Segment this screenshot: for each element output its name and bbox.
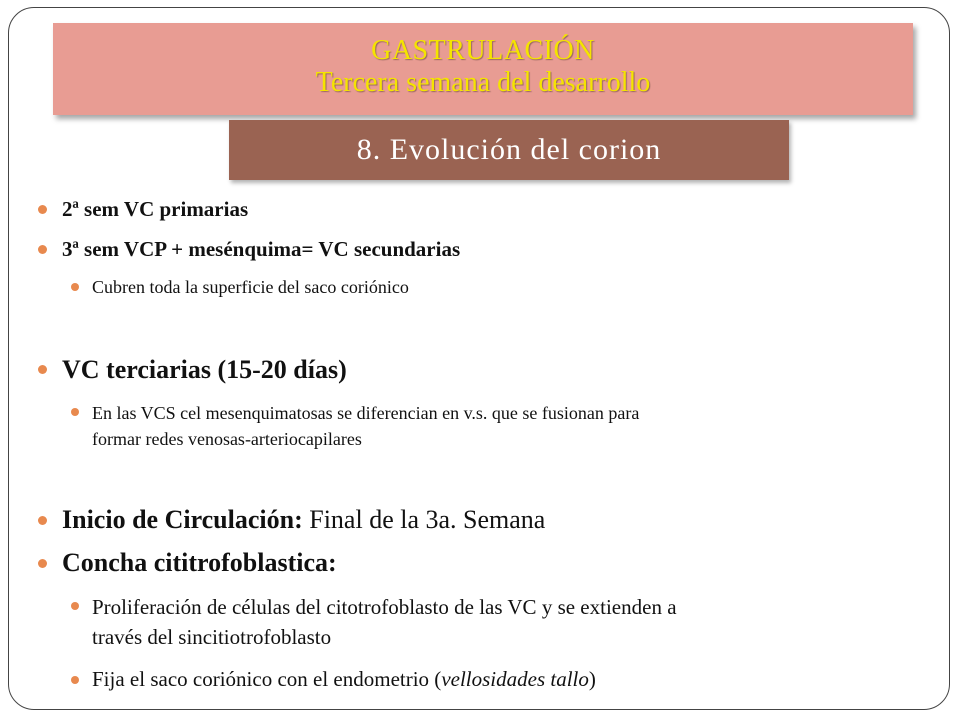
sub-bullet-item <box>92 592 677 652</box>
bullet-dot-icon <box>38 365 47 374</box>
bullet-text: 3ª sem VCP + mesénquima= VC secundarias <box>62 237 461 261</box>
bullet-text: Concha cititrofoblastica: <box>62 548 337 577</box>
bullet-item <box>62 355 347 385</box>
sub-bullet-text-line-1: Proliferación de células del citotrofoblasto de las VC y se extienden a <box>92 595 677 619</box>
bullet-dot-icon <box>38 245 47 254</box>
bullet-dot-icon <box>38 559 47 568</box>
section-subtitle: 8. Evolución del corion <box>229 120 789 180</box>
bullet-dot-icon <box>38 516 47 525</box>
bullet-item <box>62 505 545 535</box>
sub-bullet-text-line-2: formar redes venosas-arteriocapilares <box>92 429 362 449</box>
bullet-item <box>62 548 337 578</box>
sub-bullet-text-line-1: En las VCS cel mesenquimatosas se diferencian en v.s. que se fusionan para <box>92 403 640 423</box>
bullet-dot-icon <box>38 205 47 214</box>
bullet-item <box>62 197 248 222</box>
bullet-text-bold: Inicio de Circulación: <box>62 505 303 534</box>
sub-bullet-item <box>92 667 596 692</box>
bullet-text: 2ª sem VC primarias <box>62 197 249 221</box>
sub-bullet-italic: vellosidades tallo <box>441 667 589 691</box>
sub-bullet-text-line-2: través del sincitiotrofoblasto <box>92 625 332 649</box>
title-line-2: Tercera semana del desarrollo <box>315 67 651 98</box>
title-line-1: GASTRULACIÓN <box>371 35 595 66</box>
bullet-dot-icon <box>71 283 79 291</box>
sub-bullet-text: Cubren toda la superficie del saco coriónico <box>92 277 409 297</box>
bullet-dot-icon <box>71 408 79 416</box>
sub-bullet-item <box>92 400 639 452</box>
bullet-item <box>62 237 460 262</box>
bullet-dot-icon <box>71 676 79 684</box>
bullet-text-rest: Final de la 3a. Semana <box>302 505 546 534</box>
sub-bullet-text: Fija el saco coriónico con el endometrio ( <box>92 667 442 691</box>
bullet-text: VC terciarias (15-20 días) <box>62 355 347 384</box>
sub-bullet-close: ) <box>588 667 596 691</box>
sub-bullet-item <box>92 277 409 298</box>
bullet-dot-icon <box>71 602 79 610</box>
